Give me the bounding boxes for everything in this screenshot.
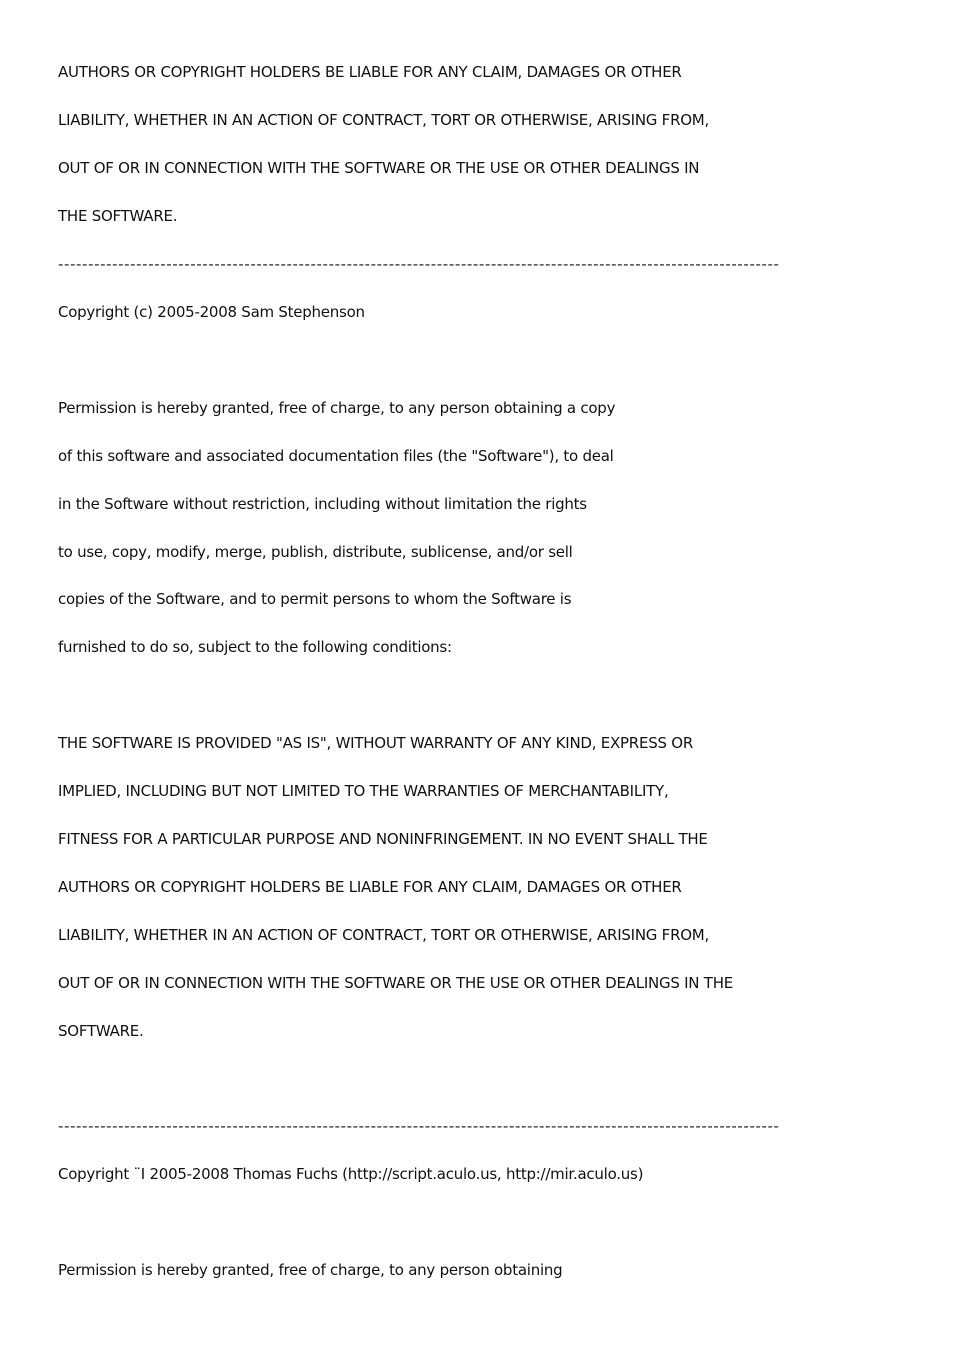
section-divider: ------------------------------------------------------------------------------------------------------------------------ <box>58 255 780 273</box>
license-text-line: furnished to do so, subject to the following conditions: <box>58 638 452 656</box>
copyright-notice: Copyright (c) 2005-2008 Sam Stephenson <box>58 303 365 321</box>
license-text-line: LIABILITY, WHETHER IN AN ACTION OF CONTRACT, TORT OR OTHERWISE, ARISING FROM, <box>58 926 710 944</box>
license-text-line: LIABILITY, WHETHER IN AN ACTION OF CONTRACT, TORT OR OTHERWISE, ARISING FROM, <box>58 111 710 129</box>
license-text-line: AUTHORS OR COPYRIGHT HOLDERS BE LIABLE FOR ANY CLAIM, DAMAGES OR OTHER <box>58 63 682 81</box>
section-divider: ------------------------------------------------------------------------------------------------------------------------ <box>58 1117 780 1135</box>
license-text-line: SOFTWARE. <box>58 1022 144 1040</box>
license-text-line: THE SOFTWARE. <box>58 207 178 225</box>
license-text-line: OUT OF OR IN CONNECTION WITH THE SOFTWARE OR THE USE OR OTHER DEALINGS IN <box>58 159 700 177</box>
license-text-line: of this software and associated documentation files (the "Software"), to deal <box>58 447 614 465</box>
copyright-notice: Copyright ¨I 2005-2008 Thomas Fuchs (http://script.aculo.us, http://mir.aculo.us) <box>58 1165 644 1183</box>
license-text-line: copies of the Software, and to permit persons to whom the Software is <box>58 590 572 608</box>
license-text-line: Permission is hereby granted, free of charge, to any person obtaining <box>58 1261 563 1279</box>
license-text-line: THE SOFTWARE IS PROVIDED "AS IS", WITHOUT WARRANTY OF ANY KIND, EXPRESS OR <box>58 734 693 752</box>
license-text-line: in the Software without restriction, including without limitation the rights <box>58 495 587 513</box>
license-text-line: Permission is hereby granted, free of charge, to any person obtaining a copy <box>58 399 616 417</box>
license-text-line: IMPLIED, INCLUDING BUT NOT LIMITED TO THE WARRANTIES OF MERCHANTABILITY, <box>58 782 669 800</box>
license-text-line: to use, copy, modify, merge, publish, distribute, sublicense, and/or sell <box>58 543 573 561</box>
license-text-line: AUTHORS OR COPYRIGHT HOLDERS BE LIABLE FOR ANY CLAIM, DAMAGES OR OTHER <box>58 878 682 896</box>
license-text-line: FITNESS FOR A PARTICULAR PURPOSE AND NONINFRINGEMENT. IN NO EVENT SHALL THE <box>58 830 708 848</box>
license-text-line: OUT OF OR IN CONNECTION WITH THE SOFTWARE OR THE USE OR OTHER DEALINGS IN THE <box>58 974 733 992</box>
